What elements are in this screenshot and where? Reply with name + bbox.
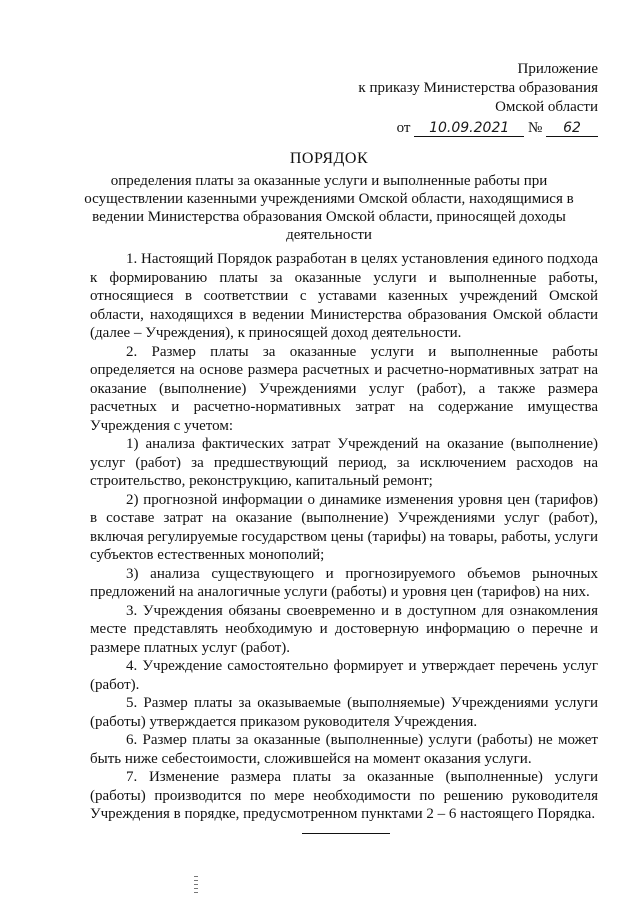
subitem-1: 1) анализа фактических затрат Учреждений на оказание (выполнение) услуг (работ) за предшествующий период, за исключением расходов на строительство, реконструкцию, капитальный ремонт;	[90, 436, 598, 489]
paragraph-7: 7. Изменение размера платы за оказанные (выполненные) услуги (работы) производится по мере необходимости по решению руководителя Учреждения в порядке, предусмотренном пунктами 2 – 6 настоящего Порядка.	[90, 769, 598, 822]
paragraph-3: 3. Учреждения обязаны своевременно и в доступном для ознакомления месте представлять необходимую и достоверную информацию о перечне и размере платных услуг (работ).	[90, 602, 598, 656]
document-body	[90, 250, 598, 824]
region-name: Омской области	[495, 99, 598, 115]
order-date-line	[358, 119, 598, 138]
handwritten-date: 10.09.2021	[414, 120, 524, 137]
subitem-3: 3) анализа существующего и прогнозируемого объемов рыночных предложений на аналогичные услуги (работы) и уровня цен (тарифов) на них.	[90, 565, 598, 600]
handwritten-number: 62	[546, 120, 598, 137]
paragraph-5: 5. Размер платы за оказываемые (выполняемые) Учреждениями услуги (работы) утверждается приказом руководителя Учреждения.	[90, 695, 598, 730]
appendix-header	[358, 60, 598, 138]
date-prefix: от	[396, 120, 411, 136]
paragraph-4: 4. Учреждение самостоятельно формирует и утверждает перечень услуг (работ).	[90, 658, 598, 693]
number-prefix: №	[527, 120, 543, 136]
paragraph-2: 2. Размер платы за оказанные услуги и выполненные работы определяется на основе размера расчетных и расчетно-нормативных затрат на оказание (выполнение) Учреждениями услуг (работ), а также размера расчетных и расчетно-нормативных затрат на содержание имущества Учреждения с учетом:	[90, 343, 598, 434]
paragraph-1: 1. Настоящий Порядок разработан в целях установления единого подхода к формированию платы за оказанные услуги и выполненные работы, относящиеся в соответствии с уставами казенных учреждений Омской области, находящихся в ведении Министерства образования Омской области (далее – Учреждения), к приносящей доход деятельности.	[90, 251, 598, 341]
end-divider	[302, 833, 390, 834]
subitem-2: 2) прогнозной информации о динамике изменения уровня цен (тарифов) в составе затрат на оказание (выполнение) Учреждениями услуг (работ), включая регулируемые государством цены (тарифы) на товары, работы, услуги субъектов естественных монополий;	[90, 491, 598, 563]
document-subtitle: определения платы за оказанные услуги и выполненные работы при осуществлении казенными учреждениями Омской области, находящимися в ведении Министерства образования Омской области, приносящей доходы деятельности	[84, 173, 574, 243]
order-reference: к приказу Министерства образования	[358, 80, 598, 96]
title-block	[60, 150, 598, 244]
document-title: ПОРЯДОК	[289, 150, 369, 167]
appendix-label: Приложение	[517, 61, 598, 77]
scan-marks	[194, 876, 198, 896]
paragraph-6: 6. Размер платы за оказанные (выполненные) услуги (работы) не может быть ниже себестоимости, сложившейся на момент оказания услуги.	[90, 732, 598, 767]
